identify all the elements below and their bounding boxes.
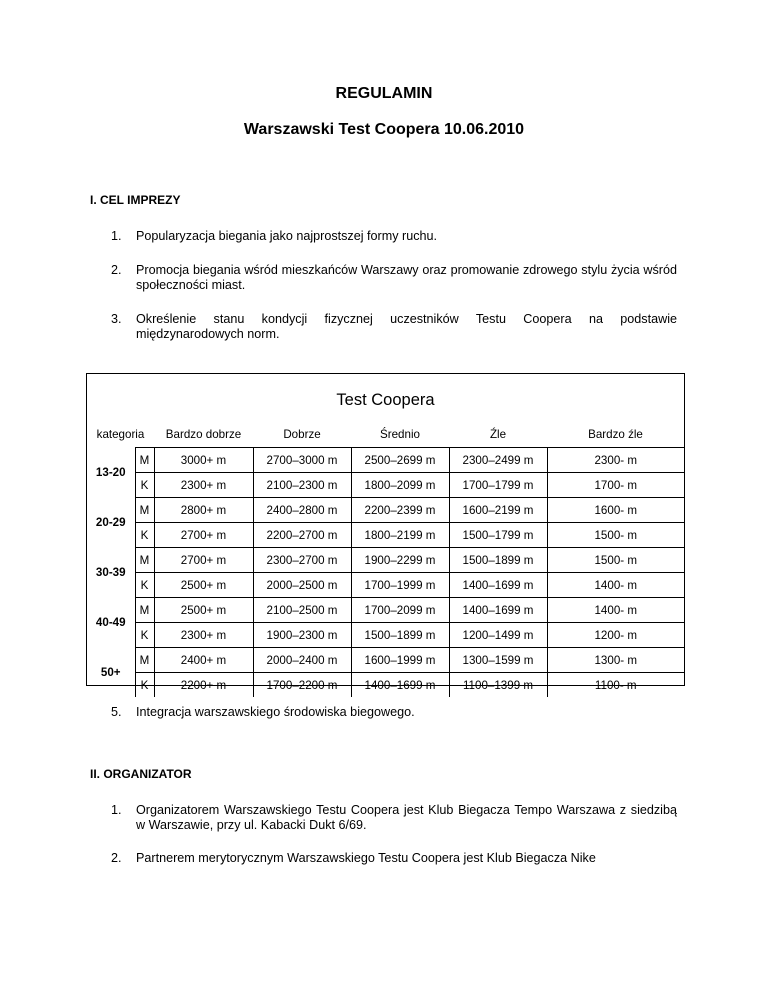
value-cell: 2200+ m: [154, 673, 253, 698]
table-title: Test Coopera: [336, 391, 435, 409]
table-row: [87, 648, 684, 673]
table-row: [87, 623, 684, 648]
value-cell: 1400–1699 m: [449, 573, 547, 598]
header-bad: Źle: [489, 427, 507, 441]
cooper-test-table-box: [86, 373, 685, 692]
value-cell: 1700–1999 m: [351, 573, 449, 598]
table-header-row: [87, 421, 684, 448]
value-cell: 1900–2299 m: [351, 548, 449, 573]
item-number: 3.: [111, 312, 122, 326]
value-cell: 1500–1799 m: [449, 523, 547, 548]
item-number: 5.: [111, 705, 122, 719]
item-text: Organizatorem Warszawskiego Testu Coopera jest Klub Biegacza Tempo Warszawa z siedzibą w Warszawie, przy ul. Kabacki Dukt 6/69.: [136, 803, 677, 832]
value-cell: 2200–2700 m: [253, 523, 351, 548]
value-cell: 1700–1799 m: [449, 473, 547, 498]
header-category: kategoria: [96, 427, 145, 441]
item-text: Promocja biegania wśród mieszkańców Warszawy oraz promowanie zdrowego stylu życia wśród społeczności miast.: [136, 263, 677, 292]
value-cell: 1300- m: [547, 648, 684, 673]
item-number: 2.: [111, 851, 122, 865]
value-cell: 1400–1699 m: [351, 673, 449, 698]
table-row: [87, 448, 684, 473]
sex-cell: M: [135, 648, 154, 673]
value-cell: 1900–2300 m: [253, 623, 351, 648]
value-cell: 2300+ m: [154, 473, 253, 498]
value-cell: 2500+ m: [154, 598, 253, 623]
item-text: Popularyzacja biegania jako najprostszej formy ruchu.: [136, 229, 438, 243]
sex-cell: M: [135, 498, 154, 523]
sex-cell: K: [135, 673, 154, 698]
value-cell: 1400–1699 m: [449, 598, 547, 623]
category-cell: 40-49: [87, 598, 135, 648]
category-cell: 30-39: [87, 548, 135, 598]
value-cell: 1300–1599 m: [449, 648, 547, 673]
table-row: [87, 598, 684, 623]
sex-cell: M: [135, 448, 154, 473]
section-heading-organizer: II. ORGANIZATOR: [90, 767, 192, 781]
sex-cell: K: [135, 573, 154, 598]
value-cell: 1500–1899 m: [351, 623, 449, 648]
value-cell: 2000–2400 m: [253, 648, 351, 673]
value-cell: 1400- m: [547, 573, 684, 598]
value-cell: 1200- m: [547, 623, 684, 648]
sex-cell: K: [135, 523, 154, 548]
header-very-good: Bardzo dobrze: [165, 427, 242, 441]
value-cell: 1600–1999 m: [351, 648, 449, 673]
value-cell: 1100–1399 m: [449, 673, 547, 698]
item-text: Partnerem merytorycznym Warszawskiego Testu Coopera jest Klub Biegacza Nike: [136, 851, 596, 865]
value-cell: 2300–2499 m: [449, 448, 547, 473]
value-cell: 2100–2500 m: [253, 598, 351, 623]
item-number: 2.: [111, 263, 122, 277]
item-number: 1.: [111, 229, 122, 243]
table-row: [87, 473, 684, 498]
value-cell: 3000+ m: [154, 448, 253, 473]
value-cell: 2500–2699 m: [351, 448, 449, 473]
value-cell: 2300- m: [547, 448, 684, 473]
table-row: [87, 498, 684, 523]
value-cell: 1500- m: [547, 523, 684, 548]
value-cell: 2800+ m: [154, 498, 253, 523]
value-cell: 2100–2300 m: [253, 473, 351, 498]
table-row: [87, 523, 684, 548]
value-cell: 2500+ m: [154, 573, 253, 598]
category-cell: 13-20: [87, 448, 135, 498]
item-text: Określenie stanu kondycji fizycznej uczestników Testu Coopera na podstawie międzynarodowych norm.: [136, 312, 677, 341]
value-cell: 1200–1499 m: [449, 623, 547, 648]
section-heading-goals: I. CEL IMPREZY: [90, 193, 181, 207]
category-cell: 50+: [87, 648, 135, 698]
value-cell: 1700- m: [547, 473, 684, 498]
sex-cell: K: [135, 473, 154, 498]
value-cell: 1600- m: [547, 498, 684, 523]
value-cell: 2700–3000 m: [253, 448, 351, 473]
value-cell: 1800–2199 m: [351, 523, 449, 548]
value-cell: 1500–1899 m: [449, 548, 547, 573]
sex-cell: M: [135, 598, 154, 623]
item-text: Integracja warszawskiego środowiska biegowego.: [136, 705, 415, 719]
value-cell: 2000–2500 m: [253, 573, 351, 598]
document-subtitle: Warszawski Test Coopera 10.06.2010: [243, 121, 525, 138]
sex-cell: K: [135, 623, 154, 648]
value-cell: 2300–2700 m: [253, 548, 351, 573]
value-cell: 1600–2199 m: [449, 498, 547, 523]
value-cell: 1100- m: [547, 673, 684, 698]
category-cell: 20-29: [87, 498, 135, 548]
cooper-test-table: [87, 421, 684, 697]
value-cell: 1700–2200 m: [253, 673, 351, 698]
value-cell: 1800–2099 m: [351, 473, 449, 498]
header-good: Dobrze: [283, 427, 321, 441]
value-cell: 2700+ m: [154, 523, 253, 548]
value-cell: 1500- m: [547, 548, 684, 573]
value-cell: 1400- m: [547, 598, 684, 623]
value-cell: 2400–2800 m: [253, 498, 351, 523]
value-cell: 2700+ m: [154, 548, 253, 573]
header-very-bad: Bardzo źle: [588, 427, 643, 441]
value-cell: 1700–2099 m: [351, 598, 449, 623]
item-number: 1.: [111, 803, 122, 817]
table-row: [87, 673, 684, 698]
table-row: [87, 573, 684, 598]
document-title: REGULAMIN: [335, 85, 433, 102]
header-average: Średnio: [380, 427, 420, 441]
table-row: [87, 548, 684, 573]
sex-cell: M: [135, 548, 154, 573]
value-cell: 2400+ m: [154, 648, 253, 673]
value-cell: 2300+ m: [154, 623, 253, 648]
value-cell: 2200–2399 m: [351, 498, 449, 523]
